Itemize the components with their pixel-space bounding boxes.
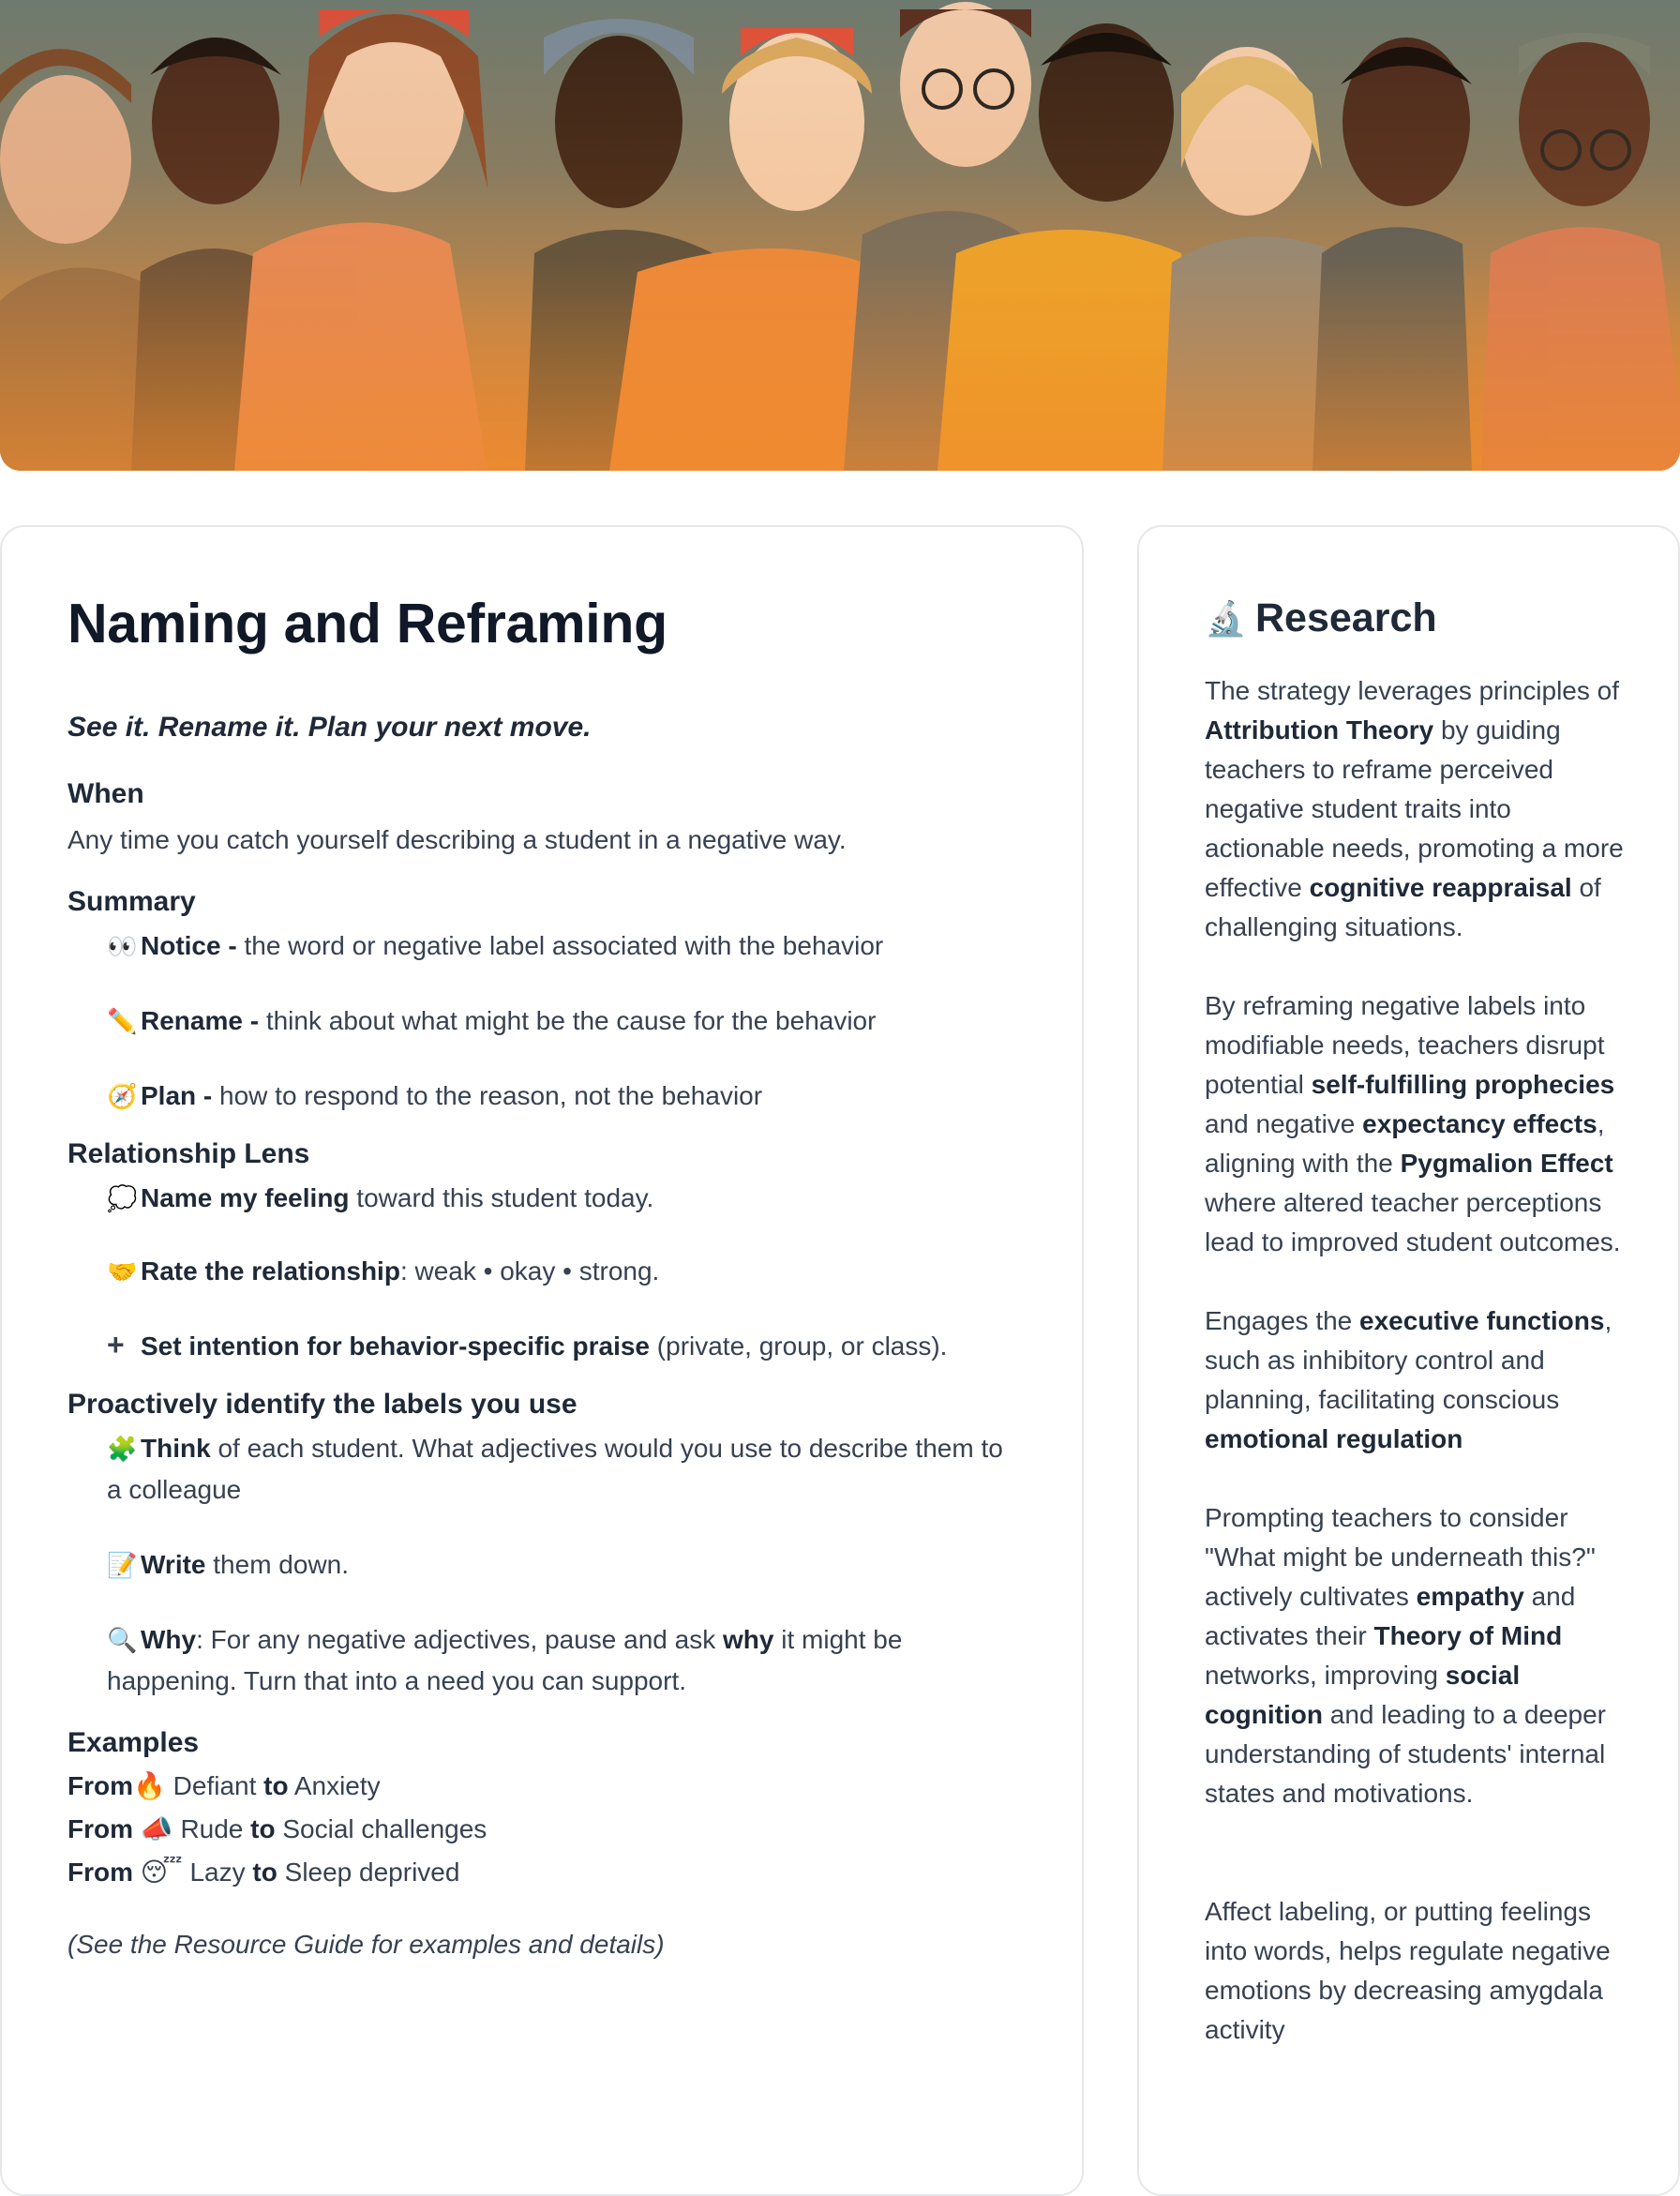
list-item: + Set intention for behavior-specific praise (private, group, or class). [107,1324,1016,1367]
summary-list [68,925,1016,1117]
research-paragraph: Prompting teachers to consider "What might be underneath this?" actively cultivates empathy and activates their Theory of Mind networks, improving social cognition and leading to a deeper understanding of students' internal states and motivations. [1205,1502,1607,1808]
examples-list [68,1765,1016,1894]
research-title: 🔬 Research [1205,595,1437,640]
list-item: 🧩 Think of each student. What adjectives would you use to describe them to a colleague [107,1428,1016,1511]
memo-icon: 📝 [107,1550,138,1579]
section-examples-heading: Examples [68,1726,200,1758]
banner-image [0,0,1680,471]
list-item: ✏️ Rename - think about what might be the cause for the behavior [107,1000,1016,1042]
research-paragraph: Engages the executive functions, such as inhibitory control and planning, facilitating conscious emotional regulation [1205,1305,1612,1453]
page-title: Naming and Reframing [68,593,668,654]
section-labels-heading: Proactively identify the labels you use [68,1388,578,1420]
list-item: 👀 Notice - the word or negative label associated with the behavior [107,925,1016,967]
magnifier-icon: 🔍 [107,1625,138,1654]
list-item: 🧭 Plan - how to respond to the reason, not the behavior [107,1075,1016,1117]
example-row: From🔥 Defiant to Anxiety [68,1770,381,1800]
research-paragraph: By reframing negative labels into modifiable needs, teachers disrupt potential self-fulfilling prophecies and negative expectancy effects, aligning with the Pygmalion Effect where altered teacher perceptions lead to improved student outcomes. [1205,990,1621,1256]
sleepy-face-icon: 😴 [140,1857,183,1887]
tagline: See it. Rename it. Plan your next move. [68,711,592,743]
example-row: From 📣 Rude to Social challenges [68,1813,488,1843]
section-relationship-heading: Relationship Lens [68,1137,310,1169]
resource-guide-note: (See the Resource Guide for examples and details) [68,1929,665,1959]
list-item: 🤝 Rate the relationship: weak • okay • strong. [107,1251,1016,1292]
example-row: From 😴 Lazy to Sleep deprived [68,1857,460,1887]
microscope-icon: 🔬 [1205,599,1247,639]
relationship-list [68,1178,1016,1367]
list-item: 📝 Write them down. [107,1544,1016,1586]
section-when-heading: When [68,777,144,809]
puzzle-icon: 🧩 [107,1434,138,1463]
list-item: 💭 Name my feeling toward this student today. [107,1178,1016,1219]
main-card [0,525,1084,2196]
list-item: 🔍 Why: For any negative adjectives, pause and ask why it might be happening. Turn that into a need you can support. [107,1619,1016,1702]
thought-bubble-icon: 💭 [107,1183,138,1212]
handshake-icon: 🤝 [107,1256,138,1286]
compass-icon: 🧭 [107,1081,138,1110]
research-paragraph: The strategy leverages principles of Attribution Theory by guiding teachers to reframe perceived negative student traits into actionable needs, promoting a more effective cognitive reappraisal of challenging situations. [1205,675,1624,941]
megaphone-icon: 📣 [140,1813,173,1843]
plus-icon: + [107,1327,125,1361]
students-illustration [0,0,1680,471]
research-card [1137,525,1680,2196]
eyes-icon: 👀 [107,931,138,960]
research-paragraph: Affect labeling, or putting feelings into words, helps regulate negative emotions by decreasing amygdala activity [1205,1896,1611,2044]
labels-list [68,1428,1016,1702]
section-when-text: Any time you catch yourself describing a student in a negative way. [68,824,847,854]
section-summary-heading: Summary [68,885,196,917]
fire-icon: 🔥 [133,1770,166,1800]
pencil-icon: ✏️ [107,1006,138,1035]
